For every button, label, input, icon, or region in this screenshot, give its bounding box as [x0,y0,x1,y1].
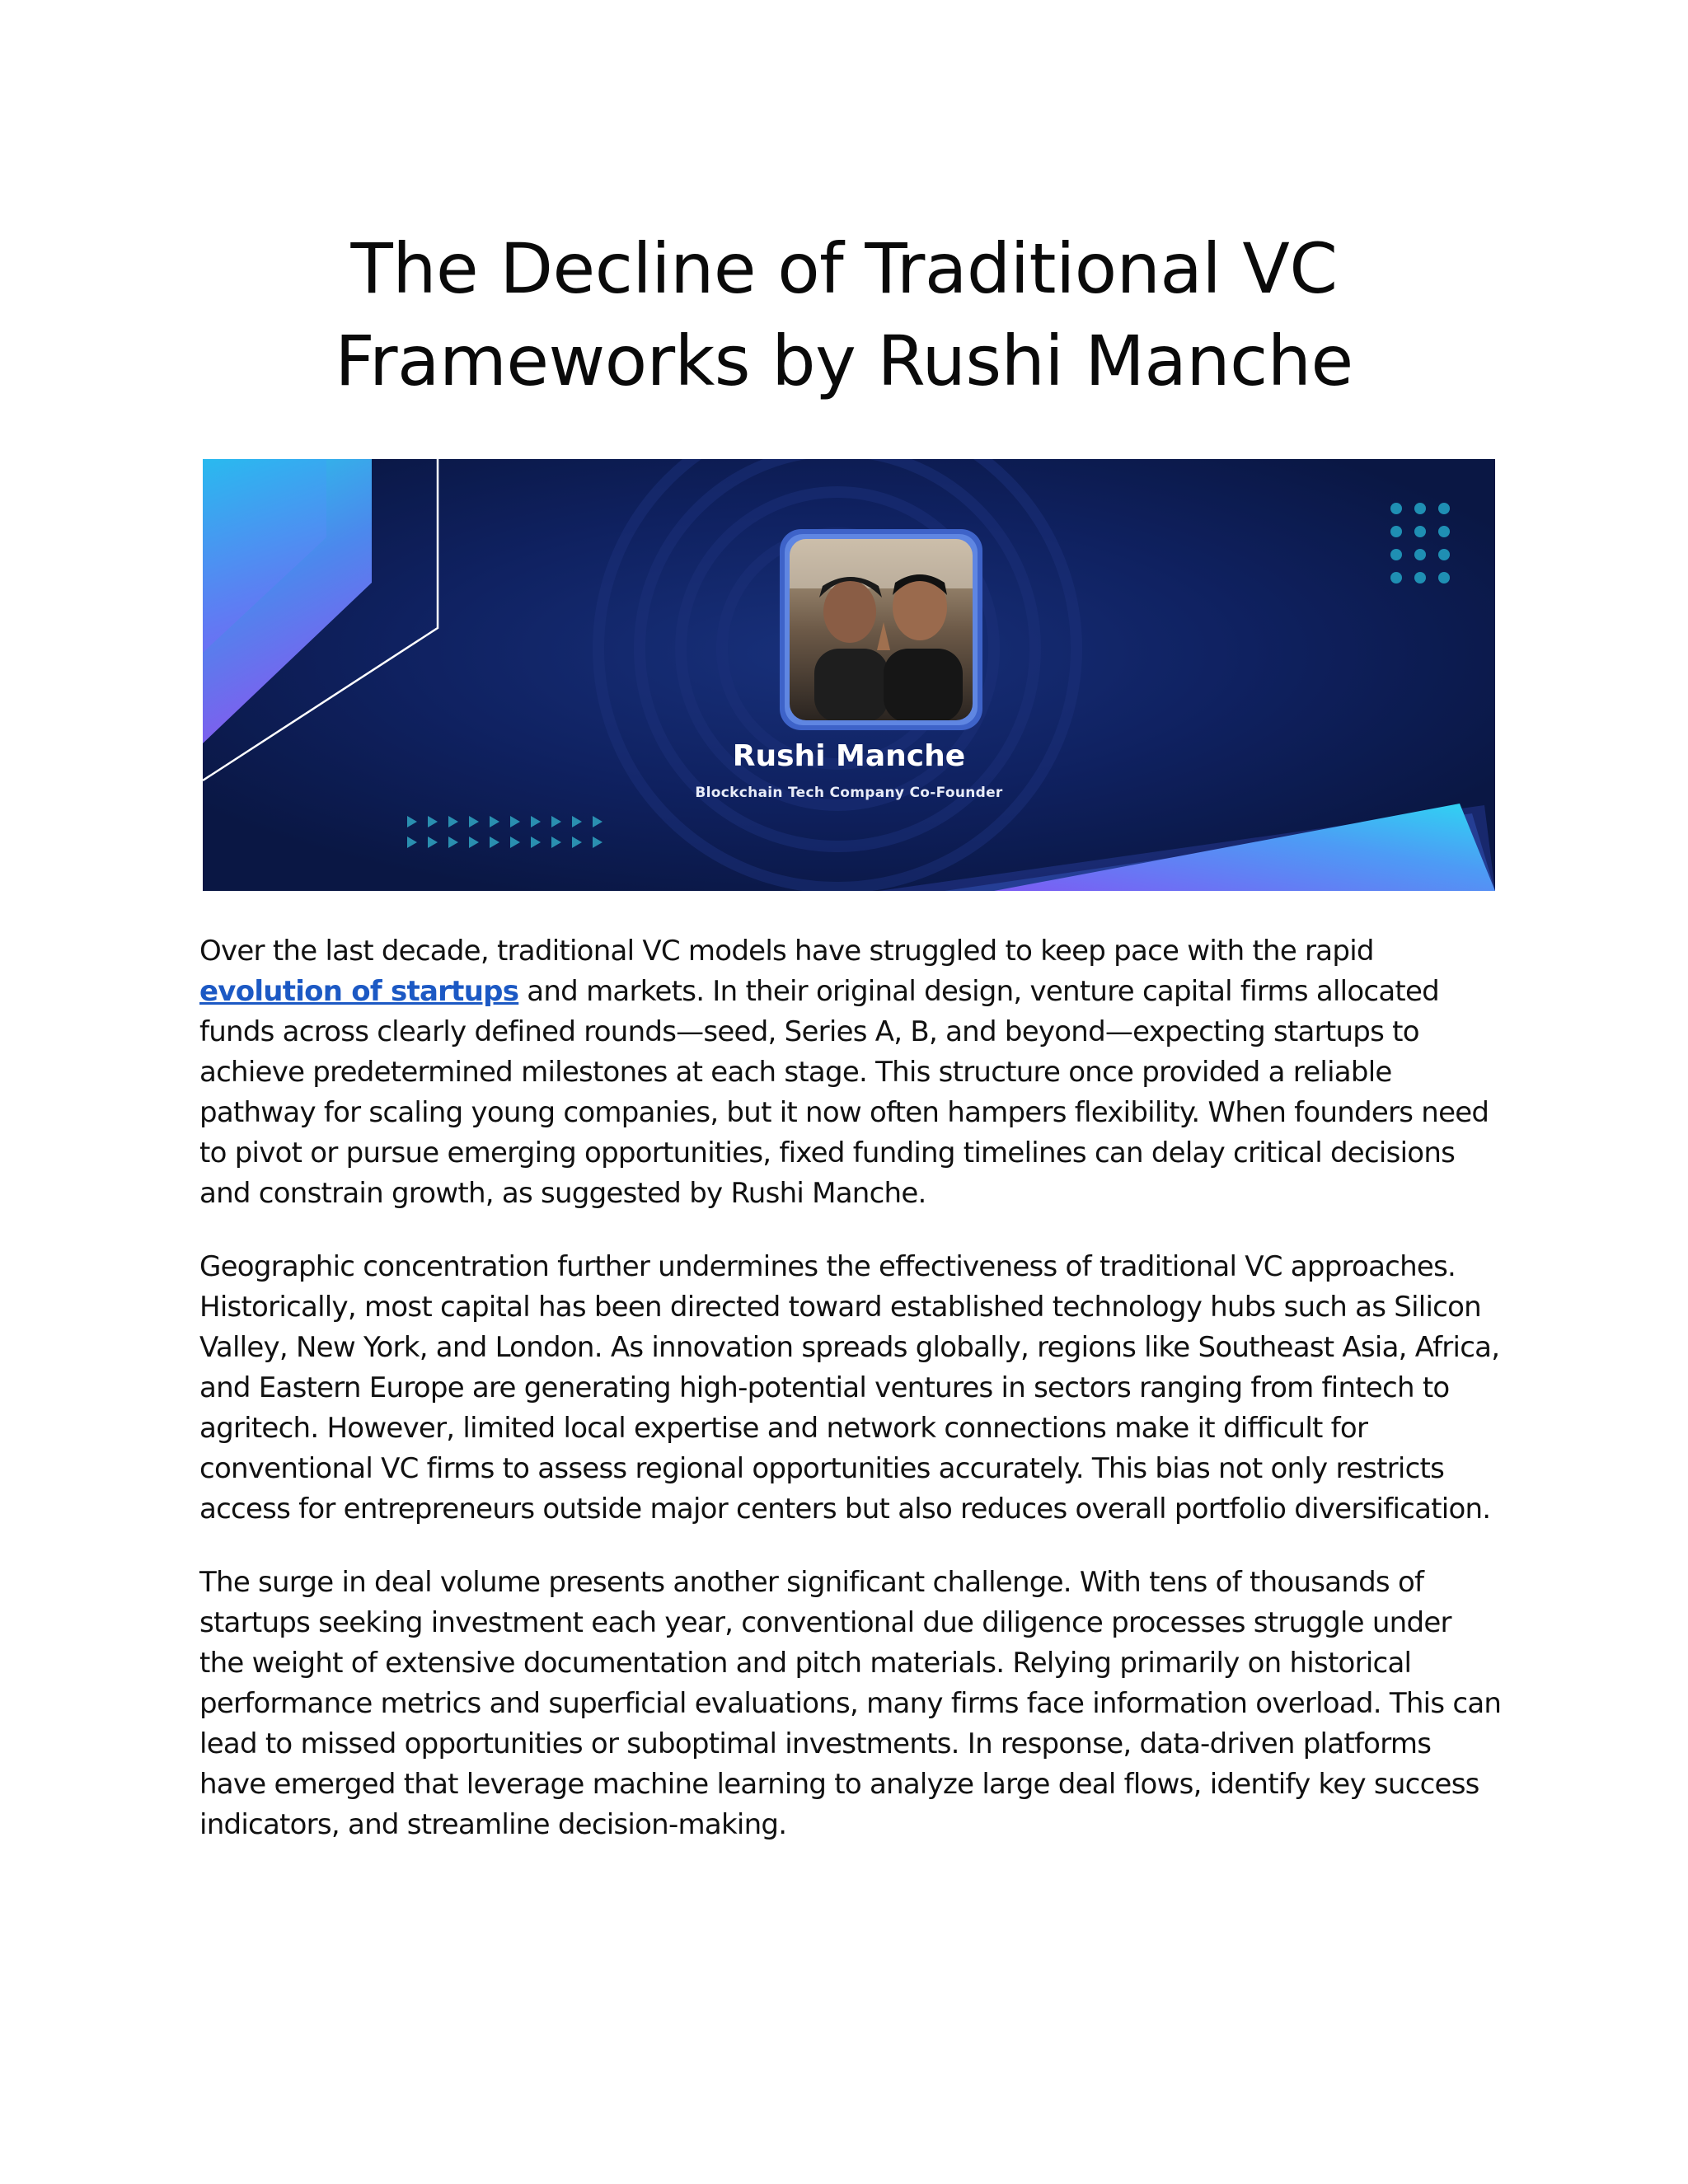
page-title [198,223,1490,407]
paragraph-1-rest: and markets. In their original design, venture capital firms allocated funds across clearly defined rounds—seed, Series A, B, and beyond—expecting startups to achieve predetermined milestones at each stage. This structure once provided a reliable pathway for scaling young companies, but it now often hampers flexibility. When founders need to pivot or pursue emerging opportunities, fixed funding timelines can delay critical decisions and constrain growth, as suggested by Rushi Manche. [199,975,1489,1210]
banner-role: Blockchain Tech Company Co-Founder [695,785,1003,801]
hero-banner [203,459,1495,891]
paragraph-1 [199,931,1502,1214]
title-line-2: Frameworks by Rushi Manche [335,321,1353,401]
evolution-of-startups-link[interactable]: evolution of startups [199,975,519,1008]
article-body [199,931,1502,1878]
banner-graphic [203,459,1495,891]
paragraph-3: The surge in deal volume presents another significant challenge. With tens of thousands of startups seeking investment each year, conventional due diligence processes struggle under the weight of extensive documentation and pitch materials. Relying primarily on historical performance metrics and superficial evaluations, many firms face information overload. This can lead to missed opportunities or suboptimal investments. In response, data-driven platforms have emerged that leverage machine learning to analyze large deal flows, identify key success indicators, and streamline decision-making. [199,1566,1502,1841]
title-line-1: The Decline of Traditional VC [350,228,1338,309]
paragraph-1-lead: Over the last decade, traditional VC models have struggled to keep pace with the rapid [199,935,1374,968]
paragraph-2: Geographic concentration further undermines the effectiveness of traditional VC approaches. Historically, most capital has been directed toward established technology hubs such as Silicon Valley, New York, and London. As innovation spreads globally, regions like Southeast Asia, Africa, and Eastern Europe are generating high-potential ventures in sectors ranging from fintech to agritech. However, limited local expertise and network connections make it difficult for conventional VC firms to assess regional opportunities accurately. This bias not only restricts access for entrepreneurs outside major centers but also reduces overall portfolio diversification. [199,1250,1500,1526]
banner-name: Rushi Manche [732,739,966,773]
portrait-photo [790,539,973,723]
